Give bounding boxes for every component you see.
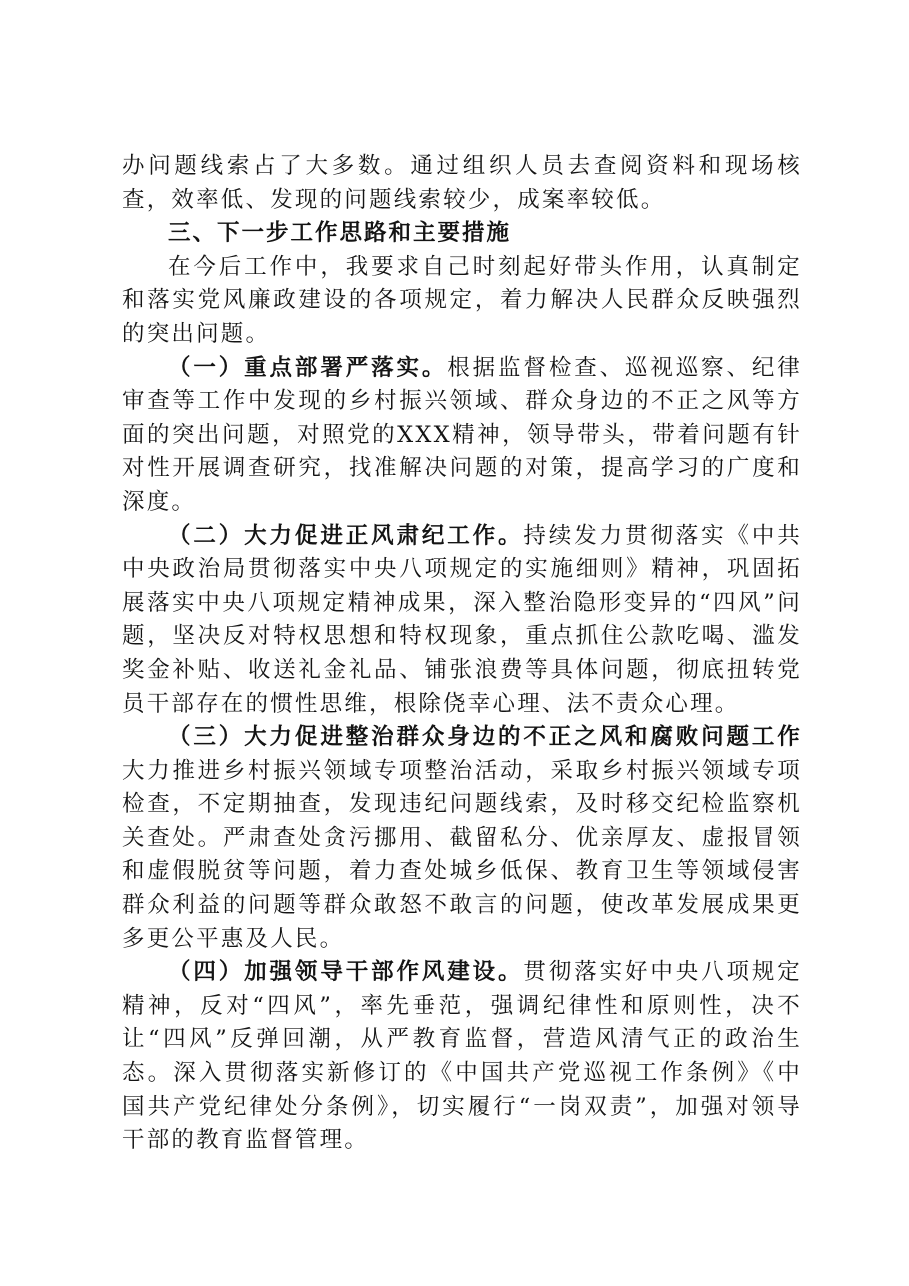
item-lead: （四）加强领导干部作风建设。	[168, 959, 524, 986]
paragraph-item-4	[122, 956, 802, 1158]
section-heading-text: 三、下一步工作思路和主要措施	[168, 220, 512, 247]
document-page	[122, 150, 802, 1158]
paragraph-text: 大力推进乡村振兴领域专项整治活动，采取乡村振兴领域专项检查，不定期抽查，发现违纪问题线索，及时移交纪检监察机关查处。严肃查处贪污挪用、截留私分、优亲厚友、虚报冒领和虚假脱贫等问题，着力查处城乡低保、教育卫生等领域侵害群众利益的问题等群众敢怒不敢言的问题，使改革发展成果更多更公平惠及人民。	[122, 757, 802, 952]
paragraph-text: 根据监督检查、巡视巡察、纪律审查等工作中发现的乡村振兴领域、群众身边的不正之风等方面的突出问题，对照党的XXX精神，领导带头，带着问题有针对性开展调查研究，找准解决问题的对策，提高学习的广度和深度。	[122, 354, 802, 515]
paragraph-text: 在今后工作中，我要求自己时刻起好带头作用，认真制定和落实党风廉政建设的各项规定，着力解决人民群众反映强烈的突出问题。	[122, 253, 802, 347]
paragraph-intro	[122, 251, 802, 352]
paragraph-item-3	[122, 721, 802, 956]
paragraph-item-1	[122, 352, 802, 520]
section-heading	[122, 217, 802, 251]
item-lead: （二）大力促进正风肃纪工作。	[168, 522, 524, 549]
item-lead: （一）重点部署严落实。	[168, 354, 448, 381]
paragraph-continuation	[122, 150, 802, 217]
paragraph-item-2	[122, 520, 802, 722]
item-lead: （三）大力促进整治群众身边的不正之风和腐败问题工作	[168, 724, 802, 751]
paragraph-text: 贯彻落实好中央八项规定精神，反对“四风”，率先垂范，强调纪律性和原则性，决不让“四风”反弹回潮，从严教育监督，营造风清气正的政治生态。深入贯彻落实新修订的《中国共产党巡视工作条例》《中国共产党纪律处分条例》，切实履行“一岗双责”，加强对领导干部的教育监督管理。	[122, 959, 802, 1154]
paragraph-text: 持续发力贯彻落实《中共中央政治局贯彻落实中央八项规定的实施细则》精神，巩固拓展落实中央八项规定精神成果，深入整治隐形变异的“四风”问题，坚决反对特权思想和特权现象，重点抓住公款吃喝、滥发奖金补贴、收送礼金礼品、铺张浪费等具体问题，彻底扭转党员干部存在的惯性思维，根除侥幸心理、法不责众心理。	[122, 522, 802, 717]
paragraph-text: 办问题线索占了大多数。通过组织人员去查阅资料和现场核查，效率低、发现的问题线索较少，成案率较低。	[122, 153, 802, 213]
